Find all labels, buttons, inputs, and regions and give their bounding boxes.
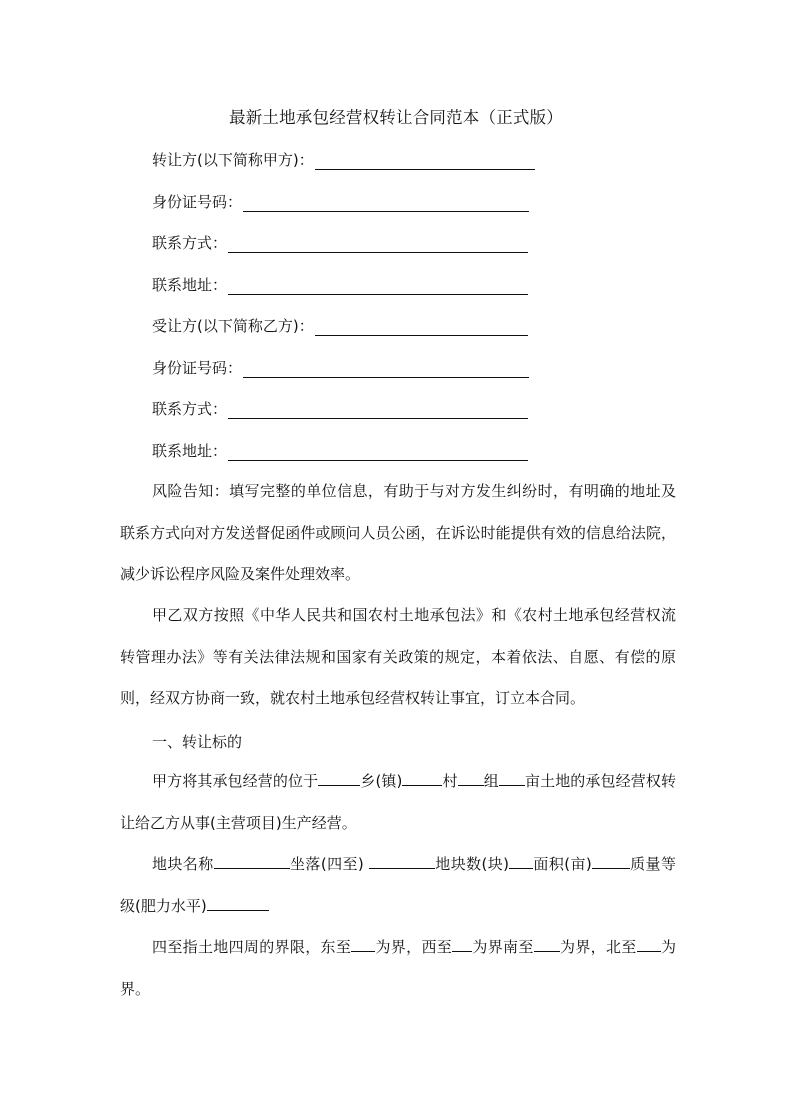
field-transferee-id <box>152 358 529 378</box>
text-run: 坐落(四至) <box>289 855 364 873</box>
fill-blank[interactable] <box>452 937 472 952</box>
field-label: 受让方(以下简称乙方)： <box>152 317 314 335</box>
text-run: 为界南至 <box>472 938 534 956</box>
fill-blank[interactable] <box>228 277 528 295</box>
text-run: 地块名称 <box>152 855 214 873</box>
fill-blank[interactable] <box>499 771 525 786</box>
section-heading: 一、转让标的 <box>152 733 243 751</box>
fill-blank[interactable] <box>458 771 484 786</box>
fill-blank[interactable] <box>369 854 435 869</box>
fill-blank[interactable] <box>243 194 529 212</box>
field-label: 联系方式： <box>152 400 228 418</box>
plot-details-paragraph <box>120 844 676 927</box>
preamble-paragraph: 甲乙双方按照《中华人民共和国农村土地承包法》和《农村土地承包经营权流转管理办法》等有关法律法规和国家有关政策的规定，本着依法、自愿、有偿的原则，经双方协商一致，就农村土地承包经营权转让事宜，订立本合同。 <box>120 606 676 707</box>
text-run: 村 <box>442 772 458 790</box>
fill-blank[interactable] <box>509 854 533 869</box>
fill-blank[interactable] <box>214 854 290 869</box>
field-transferee <box>152 316 528 336</box>
field-label: 联系地址： <box>152 442 228 460</box>
field-transferor-address <box>152 275 528 295</box>
fill-blank[interactable] <box>228 401 528 419</box>
field-label: 身份证号码： <box>152 359 243 377</box>
fill-blank[interactable] <box>207 896 269 911</box>
transfer-location-paragraph <box>120 761 676 844</box>
fill-blank[interactable] <box>315 152 535 170</box>
field-label: 身份证号码： <box>152 193 243 211</box>
text-run: 为界，西至 <box>375 938 453 956</box>
text-run: 四至指土地四周的界限，东至 <box>152 938 352 956</box>
text-run: 亩土地的承包经营权转让给乙方从事(主营项目)生产经营。 <box>120 772 676 832</box>
fill-blank[interactable] <box>534 937 560 952</box>
risk-notice-paragraph: 风险告知：填写完整的单位信息，有助于与对方发生纠纷时，有明确的地址及联系方式向对方发送督促函件或顾问人员公函，在诉讼时能提供有效的信息给法院，减少诉讼程序风险及案件处理效率。 <box>120 482 676 583</box>
fill-blank[interactable] <box>228 235 528 253</box>
text-run: 乡(镇) <box>360 772 403 790</box>
field-label: 联系方式： <box>152 234 228 252</box>
field-transferee-contact <box>152 399 528 419</box>
field-transferor <box>152 150 535 170</box>
text-run: 甲方将其承包经营的位于 <box>152 772 319 790</box>
field-transferor-id <box>152 192 529 212</box>
text-run: 组 <box>483 772 499 790</box>
text-run: 质量等级(肥力水平) <box>120 855 676 915</box>
fill-blank[interactable] <box>228 443 528 461</box>
fill-blank[interactable] <box>637 937 661 952</box>
text-run: 地块数(块) <box>434 855 510 873</box>
field-transferor-contact <box>152 233 528 253</box>
fill-blank[interactable] <box>315 318 528 336</box>
text-run: 面积(亩) <box>533 855 592 873</box>
field-transferee-address <box>152 441 528 461</box>
field-label: 联系地址： <box>152 276 228 294</box>
fill-blank[interactable] <box>592 854 630 869</box>
document-title: 最新土地承包经营权转让合同范本（正式版） <box>229 108 563 127</box>
fill-blank[interactable] <box>402 771 442 786</box>
fill-blank[interactable] <box>351 937 375 952</box>
text-run: 为界，北至 <box>559 938 637 956</box>
field-label: 转让方(以下简称甲方)： <box>152 151 314 169</box>
fill-blank[interactable] <box>318 771 360 786</box>
fill-blank[interactable] <box>243 360 529 378</box>
boundaries-paragraph <box>120 927 676 1010</box>
text-run: 为界。 <box>120 938 676 998</box>
